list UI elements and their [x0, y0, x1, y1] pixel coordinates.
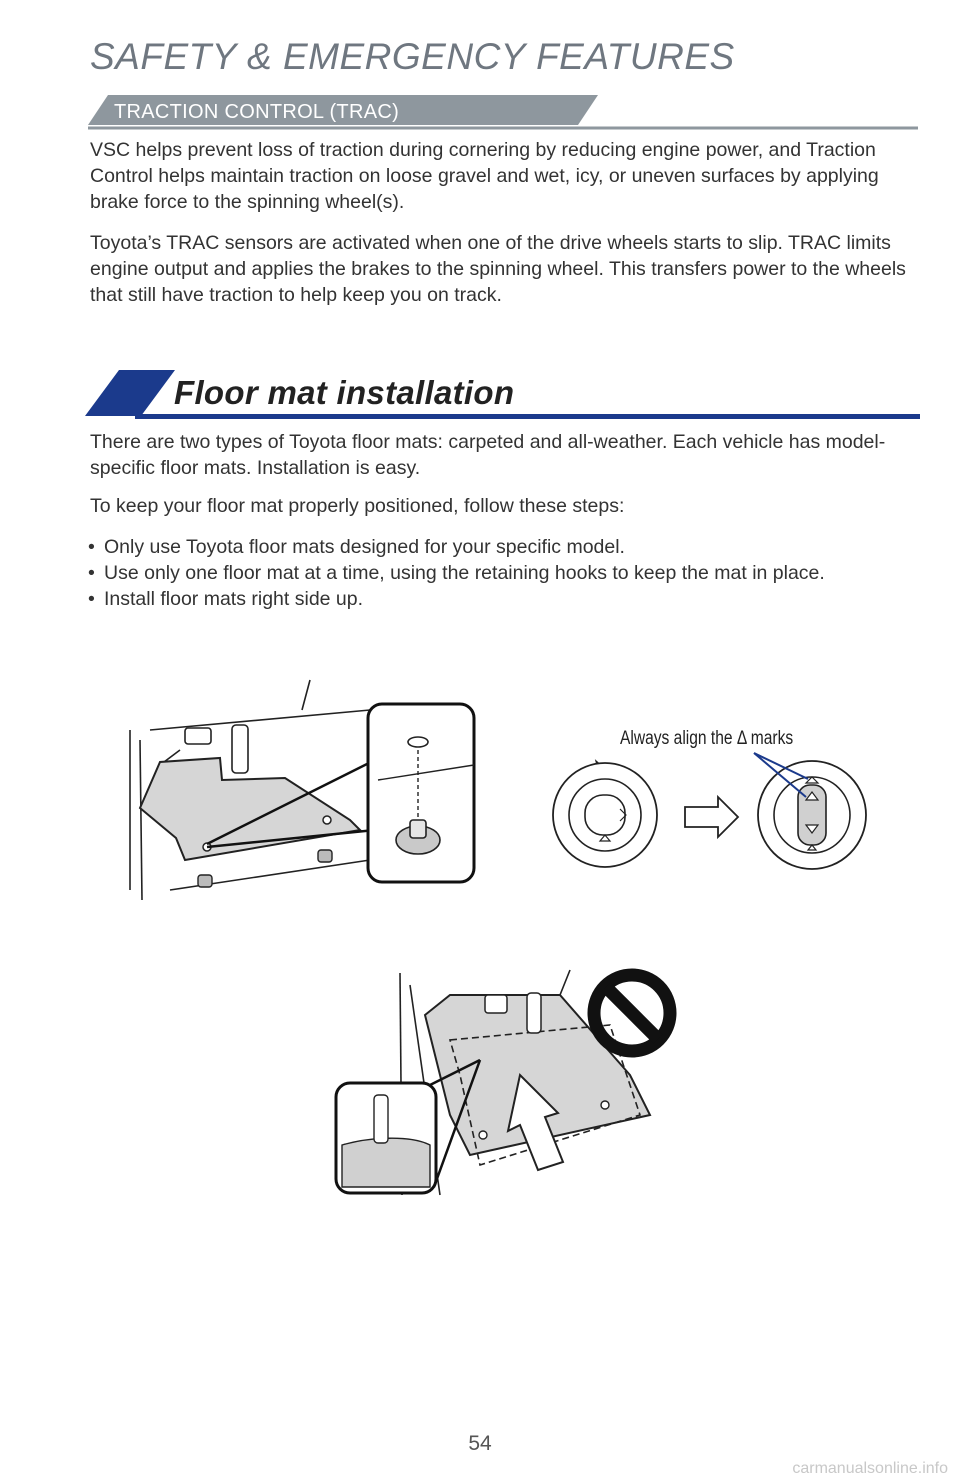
section-heading-band [85, 370, 920, 426]
floor-mat-hooks-illustration [120, 670, 490, 920]
watermark: carmanualsonline.info [792, 1460, 948, 1477]
prohibited-icon [594, 975, 670, 1051]
incorrect-installation-illustration [330, 965, 690, 1205]
section-heading: Floor mat installation [174, 374, 515, 411]
list-item: • Use only one floor mat at a time, using the retaining hooks to keep the mat in place. [88, 560, 918, 586]
page-title: SAFETY & EMERGENCY FEATURES [90, 36, 735, 77]
floor-mat-steps-lead: To keep your floor mat properly positioned, follow these steps: [90, 495, 625, 517]
list-item: • Only use Toyota floor mats designed for your specific model. [88, 534, 918, 560]
list-item: • Install floor mats right side up. [88, 586, 918, 612]
page-number: 54 [468, 1432, 492, 1455]
right-arrow-icon [685, 797, 738, 837]
subsection-band [88, 93, 918, 133]
figure-caption: Always align the Δ marks [620, 728, 794, 749]
floor-mat-steps-list [88, 534, 918, 612]
traction-paragraph-1: VSC helps prevent loss of traction during cornering by reducing engine power, and Traction Control helps maintain traction on loose gravel and wet, icy, or uneven surfaces by applying brake force to the spinning wheel(s). [90, 139, 879, 213]
floor-mat-intro: There are two types of Toyota floor mats: carpeted and all-weather. Each vehicle has model-specific floor mats. Installation is easy. [90, 431, 886, 479]
traction-paragraph-2: Toyota’s TRAC sensors are activated when one of the drive wheels starts to slip. TRAC limits engine output and applies the brakes to the spinning wheel. This transfers power to the wheels that still have traction to help keep you on track. [90, 232, 906, 306]
subsection-heading: TRACTION CONTROL (TRAC) [114, 101, 400, 123]
